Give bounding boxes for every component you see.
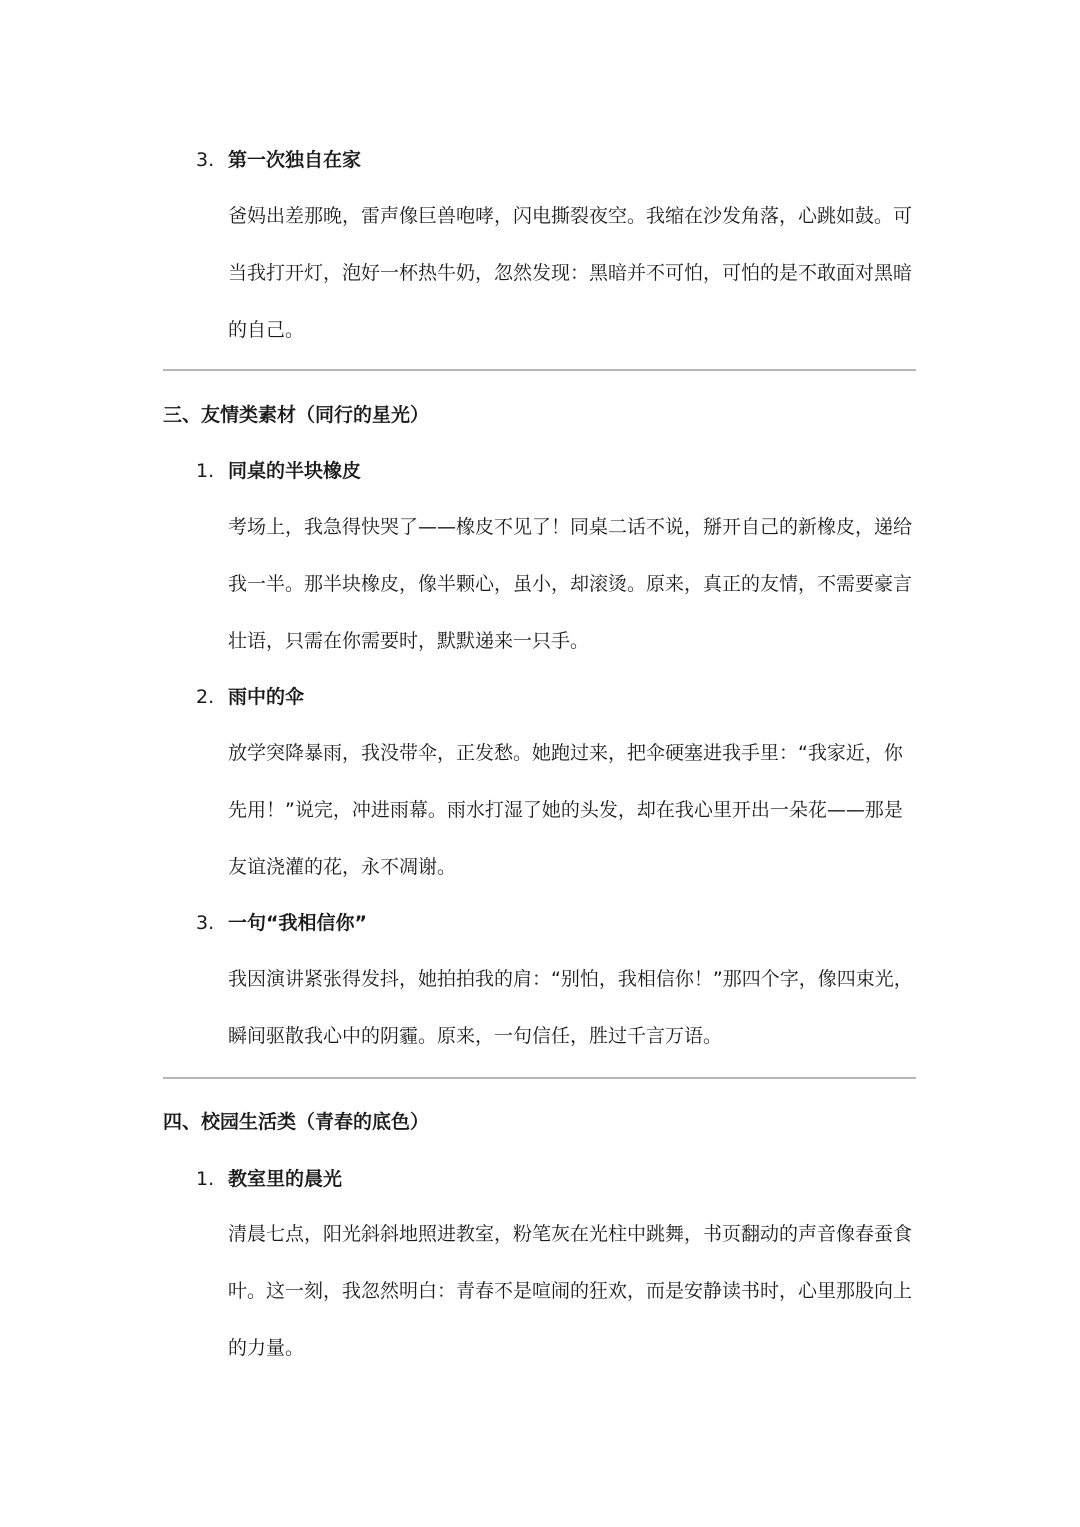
item-heading	[196, 456, 361, 486]
paragraph-line: 我一半。那半块橡皮，像半颗心，虽小，却滚烫。原来，真正的友情，不需要豪言	[228, 573, 913, 595]
item-number: 3.	[196, 912, 215, 934]
item-number: 3.	[196, 149, 215, 171]
paragraph-line: 放学突降暴雨，我没带伞，正发愁。她跑过来，把伞硬塞进我手里：“我家近，你	[228, 742, 903, 764]
item-title: 同桌的半块橡皮	[228, 460, 362, 482]
paragraph-line: 爸妈出差那晚，雷声像巨兽咆哮，闪电撕裂夜空。我缩在沙发角落，心跳如鼓。可	[228, 205, 913, 227]
item-paragraph	[228, 188, 928, 359]
section-heading: 四、校园生活类（青春的底色）	[163, 1111, 430, 1133]
section-heading: 三、友情类素材（同行的星光）	[163, 404, 430, 426]
section-divider	[163, 1077, 916, 1079]
paragraph-line: 叶。这一刻，我忽然明白：青春不是喧闹的狂欢，而是安静读书时，心里那股向上	[228, 1280, 913, 1302]
item-title: 一句“我相信你”	[228, 912, 367, 934]
item-title: 雨中的伞	[228, 686, 305, 708]
item-number: 2.	[196, 686, 215, 708]
paragraph-line: 当我打开灯，泡好一杯热牛奶，忽然发现：黑暗并不可怕，可怕的是不敢面对黑暗	[228, 262, 913, 284]
section-divider	[163, 369, 916, 371]
paragraph-line: 考场上，我急得快哭了——橡皮不见了！同桌二话不说，掰开自己的新橡皮，递给	[228, 516, 913, 538]
item-title: 第一次独自在家	[228, 149, 362, 171]
item-heading	[196, 1164, 342, 1194]
item-paragraph	[228, 499, 928, 670]
item-heading	[196, 145, 361, 175]
paragraph-line: 友谊浇灌的花，永不凋谢。	[228, 856, 457, 878]
item-paragraph	[228, 725, 928, 896]
item-heading	[196, 908, 367, 938]
paragraph-line: 先用！”说完，冲进雨幕。雨水打湿了她的头发，却在我心里开出一朵花——那是	[228, 799, 903, 821]
item-heading	[196, 682, 304, 712]
paragraph-line: 的力量。	[228, 1337, 305, 1359]
paragraph-line: 清晨七点，阳光斜斜地照进教室，粉笔灰在光柱中跳舞，书页翻动的声音像春蚕食	[228, 1223, 913, 1245]
paragraph-line: 的自己。	[228, 319, 305, 341]
paragraph-line: 瞬间驱散我心中的阴霾。原来，一句信任，胜过千言万语。	[228, 1025, 723, 1047]
item-number: 1.	[196, 460, 215, 482]
item-number: 1.	[196, 1168, 215, 1190]
paragraph-line: 壮语，只需在你需要时，默默递来一只手。	[228, 630, 590, 652]
paragraph-line: 我因演讲紧张得发抖，她拍拍我的肩：“别怕，我相信你！”那四个字，像四束光，	[228, 968, 913, 990]
item-title: 教室里的晨光	[228, 1168, 343, 1190]
item-paragraph	[228, 951, 928, 1065]
item-paragraph	[228, 1206, 928, 1377]
